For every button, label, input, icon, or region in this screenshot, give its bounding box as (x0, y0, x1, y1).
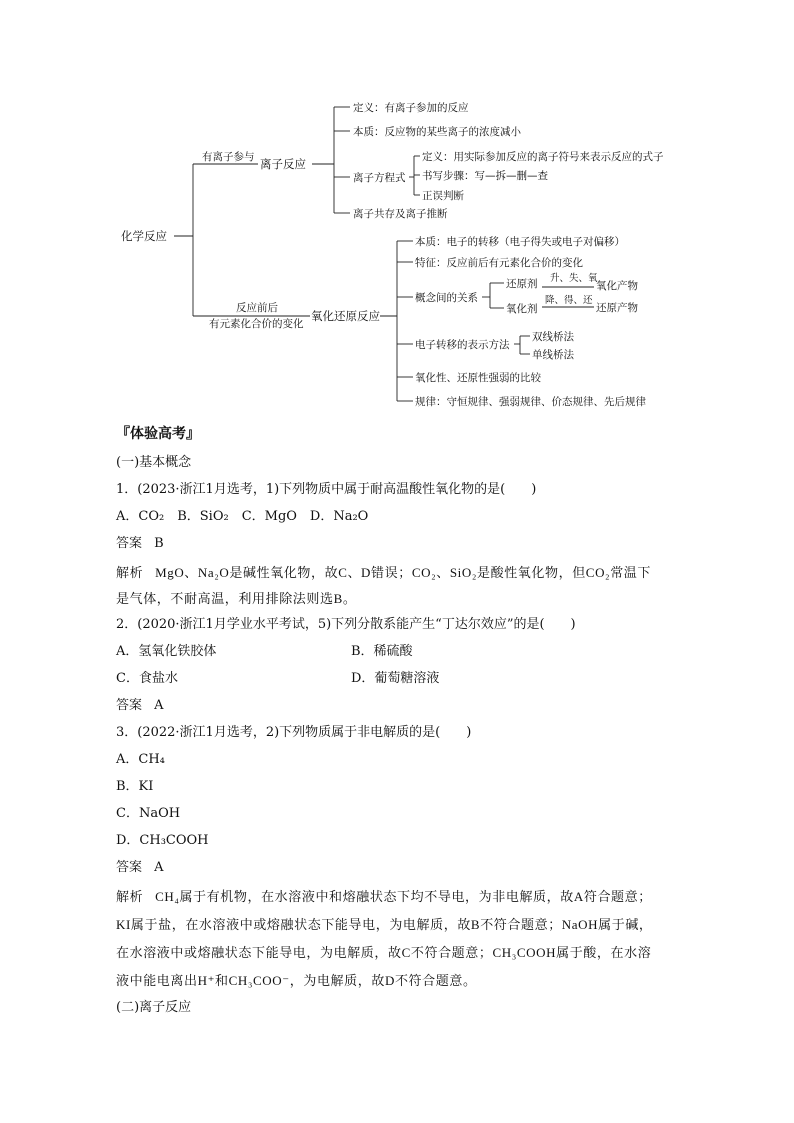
ion-coexistence: 离子共存及离子推断 (353, 208, 448, 220)
q3-analysis-line4: 液中能电离出H⁺和CH₃COO⁻，为电解质，故D不符合题意。 (116, 973, 477, 988)
oxidant-label: 氧化剂 (506, 303, 538, 315)
ionic-equation-judge: 正误判断 (422, 190, 464, 202)
q2-option-a: A．氢氧化铁胶体 (116, 644, 217, 659)
redox-strength-comparison: 氧化性、还原性强弱的比较 (415, 372, 541, 384)
redox-feature: 特征：反应前后有元素化合价的变化 (415, 257, 583, 269)
double-line-bridge: 双线桥法 (532, 331, 574, 343)
q3-option-b: B．KI (116, 779, 154, 794)
oxidation-product-label: 氧化产物 (596, 280, 638, 292)
q3-option-d: D．CH₃COOH (116, 833, 209, 848)
q2-options-row2 (116, 669, 440, 689)
q3-answer (116, 858, 164, 878)
q3-answer-value: A (154, 860, 164, 875)
reductant-arrow-label: 升、失、氧 (550, 273, 598, 284)
q1-analysis-line1 (116, 559, 651, 587)
section-basic-concepts: (一)基本概念 (116, 455, 192, 470)
concept-relation-node: 概念间的关系 (415, 292, 478, 304)
reduction-product-label: 还原产物 (596, 302, 638, 314)
q3-analysis-line1 (116, 883, 652, 911)
ionic-equation-steps: 书写步骤：写—拆—删—查 (422, 170, 548, 182)
section-ionic-reactions: (二)离子反应 (116, 1000, 192, 1015)
branch2-edge-label-top: 反应前后 (236, 302, 278, 314)
ionic-equation-node: 离子方程式 (353, 172, 406, 184)
q1-analysis-label: 解析 (116, 566, 144, 581)
q2-options-row1 (116, 642, 413, 662)
q2-stem: 2．(2020·浙江1月学业水平考试，5)下列分散系能产生“丁达尔效应”的是( ) (116, 617, 576, 632)
ion-reaction-essence: 本质：反应物的某些离子的浓度减小 (353, 126, 521, 138)
q1-options: A．CO₂ B．SiO₂ C．MgO D．Na₂O (116, 509, 369, 524)
q3-analysis-line3: 在水溶液中或熔融状态下能导电，为电解质，故C不符合题意；CH₃COOH属于酸，在水溶 (116, 945, 652, 960)
section-heading: 『体验高考』 (116, 426, 200, 442)
q2-answer (116, 696, 164, 716)
redox-reaction-node: 氧化还原反应 (311, 309, 380, 323)
q1-answer (116, 534, 164, 554)
q3-option-c: C．NaOH (116, 806, 181, 821)
electron-transfer-node: 电子转移的表示方法 (415, 339, 510, 351)
ion-reaction-definition: 定义：有离子参加的反应 (353, 102, 469, 114)
q3-option-a: A．CH₄ (116, 752, 165, 767)
concept-tree-diagram (0, 0, 794, 415)
root-node: 化学反应 (121, 229, 167, 243)
single-line-bridge: 单线桥法 (532, 349, 574, 361)
q1-answer-label: 答案 (116, 536, 143, 551)
oxidant-arrow-label: 降、得、还 (545, 295, 593, 306)
q3-stem: 3．(2022·浙江1月选考，2)下列物质属于非电解质的是( ) (116, 725, 472, 740)
q3-analysis-line2: KI属于盐，在水溶液中或熔融状态下能导电，为电解质，故B不符合题意；NaOH属于碱， (116, 917, 653, 932)
q1-answer-value: B (154, 536, 164, 551)
redox-rules: 规律：守恒规律、强弱规律、价态规律、先后规律 (415, 396, 646, 408)
branch1-edge-label: 有离子参与 (202, 151, 255, 163)
q3-analysis-label: 解析 (116, 890, 144, 905)
q2-answer-label: 答案 (116, 698, 143, 713)
q2-option-d: D．葡萄糖溶液 (351, 671, 440, 686)
q2-option-b: B．稀硫酸 (351, 644, 413, 659)
q2-option-c: C．食盐水 (116, 671, 178, 686)
q1-stem: 1．(2023·浙江1月选考，1)下列物质中属于耐高温酸性氧化物的是( ) (116, 482, 537, 497)
reductant-label: 还原剂 (506, 278, 538, 290)
q1-analysis-line2: 是气体，不耐高温，利用排除法则选B。 (116, 591, 357, 606)
redox-essence: 本质：电子的转移（电子得失或电子对偏移） (415, 236, 625, 248)
q1-analysis-text-1: MgO、Na₂O是碱性氧化物，故C、D错误；CO₂、SiO₂是酸性氧化物，但CO₂常温下 (155, 565, 651, 580)
ionic-equation-definition: 定义：用实际参加反应的离子符号来表示反应的式子 (422, 151, 664, 163)
ion-reaction-node: 离子反应 (260, 157, 306, 171)
branch2-edge-label-bottom: 有元素化合价的变化 (209, 318, 304, 330)
q3-answer-label: 答案 (116, 860, 143, 875)
heading-text: 体验高考 (130, 426, 186, 442)
q3-analysis-text-1: CH₄属于有机物，在水溶液中和熔融状态下均不导电，为非电解质，故A符合题意； (155, 889, 652, 904)
q2-answer-value: A (154, 698, 164, 713)
